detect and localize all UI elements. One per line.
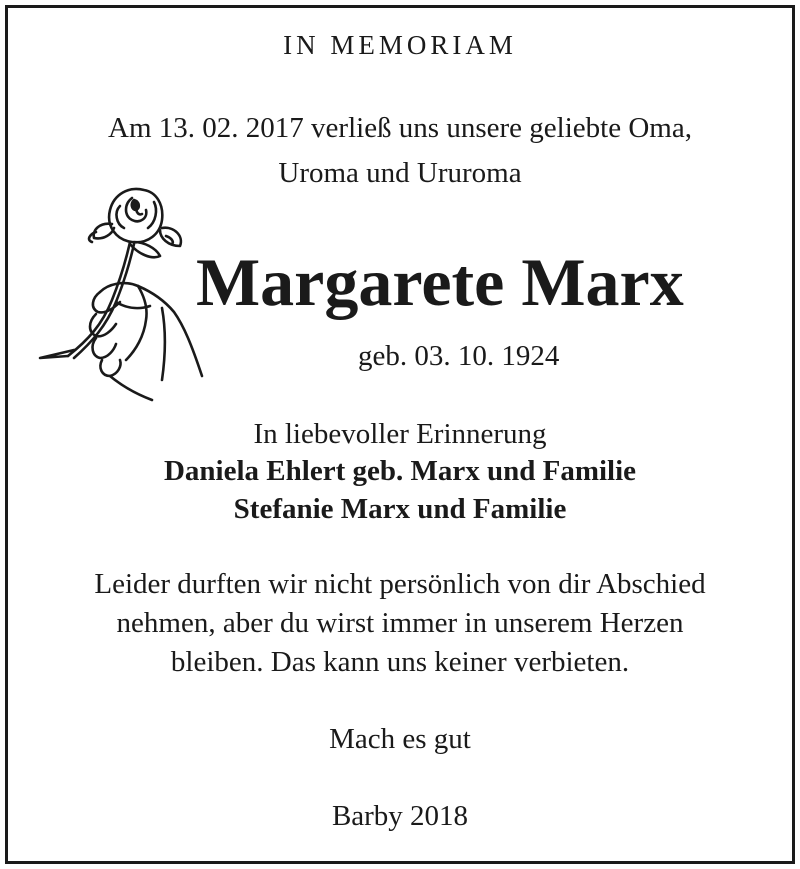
family-name-2: Stefanie Marx und Familie: [233, 493, 567, 525]
birth-date: geb. 03. 10. 1924: [358, 340, 560, 372]
message-line-1: Leider durften wir nicht persönlich von dir Abschied: [94, 568, 706, 600]
farewell: Mach es gut: [329, 723, 471, 755]
message-line-2: nehmen, aber du wirst immer in unserem Herzen: [116, 607, 684, 639]
hand-holding-rose-icon: [34, 180, 206, 412]
heading: IN MEMORIAM: [283, 30, 517, 60]
place-date: Barby 2018: [331, 800, 469, 832]
memorial-intro: In liebevoller Erinnerung: [253, 418, 547, 450]
deceased-name: Margarete Marx: [196, 244, 684, 320]
family-name-1: Daniela Ehlert geb. Marx und Familie: [163, 455, 637, 487]
message-line-3: bleiben. Das kann uns keiner verbieten.: [170, 646, 630, 678]
intro-line-2: Uroma und Ururoma: [278, 157, 522, 189]
intro-line-1: Am 13. 02. 2017 verließ uns unsere geliebte Oma,: [108, 112, 692, 144]
